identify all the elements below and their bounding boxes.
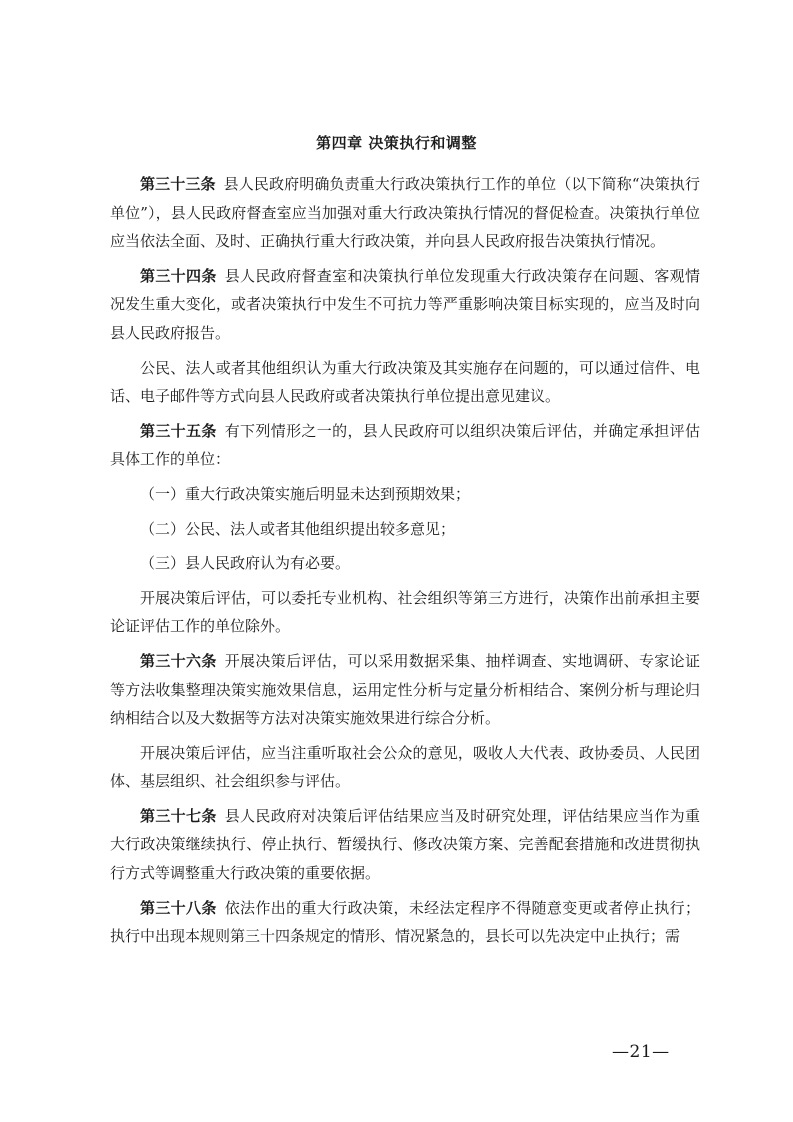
paragraph xyxy=(110,354,700,411)
article-number: 第三十七条 xyxy=(140,806,217,825)
page-number: —21— xyxy=(612,1042,670,1062)
paragraph xyxy=(110,584,700,641)
paragraph xyxy=(110,170,700,256)
paragraph-text: （三）县人民政府认为有必要。 xyxy=(140,554,351,573)
paragraph-text: 公民、法人或者其他组织认为重大行政决策及其实施存在问题的，可以通过信件、电话、电子邮件等方式向县人民政府或者决策执行单位提出意见建议。 xyxy=(110,358,700,406)
list-item xyxy=(110,549,700,578)
paragraph-text: （一）重大行政决策实施后明显未达到预期效果； xyxy=(140,484,471,503)
list-item xyxy=(110,480,700,509)
body-text xyxy=(110,170,700,957)
paragraph-text: （二）公民、法人或者其他组织提出较多意见； xyxy=(140,519,456,538)
paragraph-text: 开展决策后评估，可以委托专业机构、社会组织等第三方进行，决策作出前承担主要论证评估工作的单位除外。 xyxy=(110,588,700,636)
paragraph xyxy=(110,417,700,474)
paragraph xyxy=(110,894,700,951)
paragraph-text: 依法作出的重大行政决策，未经法定程序不得随意变更或者停止执行；执行中出现本规则第三十四条规定的情形、情况紧急的，县长可以先决定中止执行；需 xyxy=(110,898,700,946)
paragraph-text: 开展决策后评估，可以采用数据采集、抽样调查、实地调研、专家论证等方法收集整理决策实施效果信息，运用定性分析与定量分析相结合、案例分析与理论归纳相结合以及大数据等方法对决策实施效果进行综合分析。 xyxy=(110,651,700,728)
paragraph-text: 县人民政府对决策后评估结果应当及时研究处理，评估结果应当作为重大行政决策继续执行、停止执行、暂缓执行、修改决策方案、完善配套措施和改进贯彻执行方式等调整重大行政决策的重要依据。 xyxy=(110,806,700,883)
article-number: 第三十五条 xyxy=(140,421,217,440)
article-number: 第三十六条 xyxy=(140,651,217,670)
paragraph xyxy=(110,802,700,888)
paragraph-text: 县人民政府督查室和决策执行单位发现重大行政决策存在问题、客观情况发生重大变化，或者决策执行中发生不可抗力等严重影响决策目标实现的，应当及时向县人民政府报告。 xyxy=(110,266,700,342)
article-number: 第三十三条 xyxy=(140,175,216,193)
paragraph-text: 有下列情形之一的，县人民政府可以组织决策后评估，并确定承担评估具体工作的单位： xyxy=(110,421,700,469)
article-number: 第三十四条 xyxy=(140,266,217,285)
article-number: 第三十八条 xyxy=(140,898,217,917)
paragraph xyxy=(110,647,700,733)
list-item xyxy=(110,515,700,544)
paragraph xyxy=(110,739,700,796)
paragraph-text: 县人民政府明确负责重大行政决策执行工作的单位（以下简称“决策执行单位”），县人民政府督查室应当加强对重大行政决策执行情况的督促检查。决策执行单位应当依法全面、及时、正确执行重大行政决策，并向县人民政府报告决策执行情况。 xyxy=(110,175,700,251)
chapter-title: 第四章 决策执行和调整 xyxy=(316,134,477,152)
paragraph-text: 开展决策后评估，应当注重听取社会公众的意见，吸收人大代表、政协委员、人民团体、基层组织、社会组织参与评估。 xyxy=(110,743,700,791)
paragraph xyxy=(110,262,700,348)
